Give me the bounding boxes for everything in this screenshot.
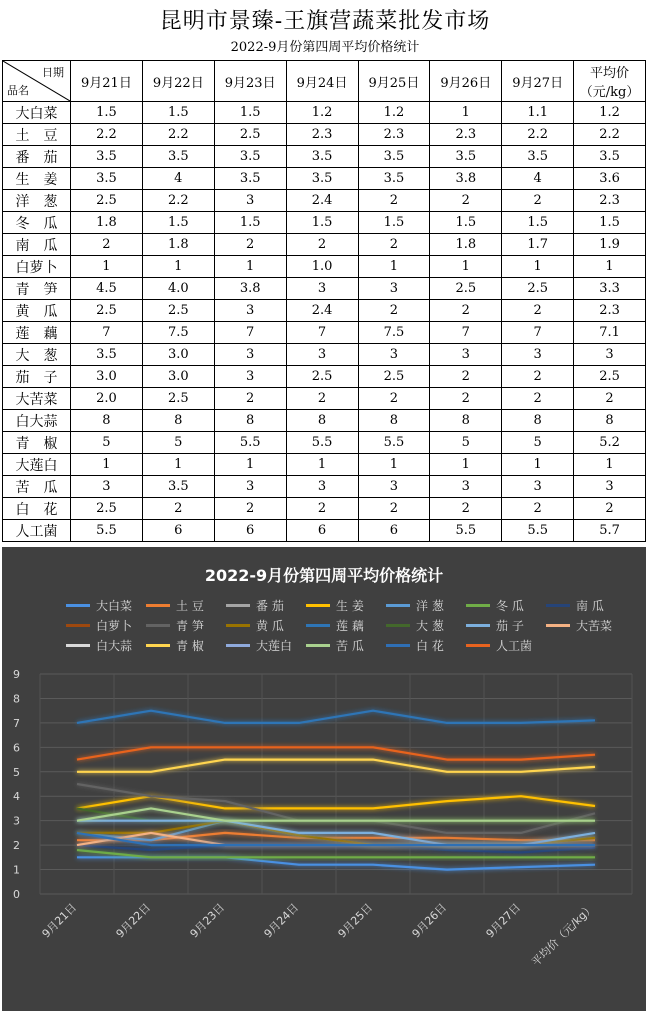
average-price-cell: 3.3 xyxy=(574,278,646,300)
y-tick-label: 3 xyxy=(13,814,20,828)
price-cell: 1 xyxy=(286,454,358,476)
column-header: 9月22日 xyxy=(142,61,214,102)
y-tick-label: 8 xyxy=(13,692,20,706)
table-row xyxy=(3,146,646,168)
price-cell: 2 xyxy=(358,234,430,256)
price-cell: 1.5 xyxy=(214,212,286,234)
price-cell: 2.4 xyxy=(286,190,358,212)
legend-label: 大白菜 xyxy=(96,599,133,613)
x-tick-label: 9月23日 xyxy=(187,900,228,941)
price-cell: 8 xyxy=(430,410,502,432)
y-tick-label: 4 xyxy=(13,790,20,804)
column-header: 9月27日 xyxy=(502,61,574,102)
average-price-cell: 1 xyxy=(574,454,646,476)
legend-swatch xyxy=(66,624,90,627)
price-cell: 2.0 xyxy=(71,388,143,410)
average-price-cell: 2.3 xyxy=(574,300,646,322)
corner-item-label: 品名 xyxy=(7,84,29,97)
price-cell: 3 xyxy=(430,476,502,498)
price-cell: 3.0 xyxy=(142,366,214,388)
table-row xyxy=(3,454,646,476)
price-cell: 2.4 xyxy=(286,300,358,322)
legend-label: 大 葱 xyxy=(416,619,444,633)
price-cell: 1.5 xyxy=(71,102,143,124)
price-cell: 3.0 xyxy=(142,344,214,366)
vegetable-name-cell: 大苦菜 xyxy=(3,388,71,410)
vegetable-name-cell: 白萝卜 xyxy=(3,256,71,278)
vegetable-name-cell: 大莲白 xyxy=(3,454,71,476)
price-cell: 6 xyxy=(214,520,286,542)
legend-item xyxy=(386,637,466,654)
vegetable-name-cell: 白大蒜 xyxy=(3,410,71,432)
price-cell: 2 xyxy=(502,366,574,388)
price-cell: 2 xyxy=(286,498,358,520)
legend-label: 黄 瓜 xyxy=(256,619,284,633)
legend-item xyxy=(386,617,466,634)
table-row xyxy=(3,344,646,366)
legend-swatch xyxy=(306,644,330,647)
price-cell: 3 xyxy=(286,476,358,498)
legend-item xyxy=(226,617,306,634)
vegetable-name-cell: 大白菜 xyxy=(3,102,71,124)
price-cell: 1.8 xyxy=(71,212,143,234)
price-cell: 2.3 xyxy=(430,124,502,146)
price-cell: 2 xyxy=(214,498,286,520)
price-cell: 2.5 xyxy=(142,388,214,410)
price-cell: 2 xyxy=(358,300,430,322)
legend-swatch xyxy=(386,604,410,607)
vegetable-name-cell: 黄 瓜 xyxy=(3,300,71,322)
average-price-cell: 1.2 xyxy=(574,102,646,124)
price-cell: 2 xyxy=(502,300,574,322)
average-price-cell: 3.5 xyxy=(574,146,646,168)
average-price-cell: 2.2 xyxy=(574,124,646,146)
price-cell: 2 xyxy=(286,388,358,410)
legend-item xyxy=(466,597,546,614)
price-cell: 1 xyxy=(214,256,286,278)
legend-item xyxy=(226,637,306,654)
legend-swatch xyxy=(66,644,90,647)
table-header-row xyxy=(3,61,646,102)
average-price-cell: 8 xyxy=(574,410,646,432)
average-header-line1: 平均价 xyxy=(590,66,630,81)
legend-label: 白 花 xyxy=(416,639,444,653)
price-cell: 2.5 xyxy=(71,300,143,322)
price-cell: 2 xyxy=(214,388,286,410)
price-cell: 3.5 xyxy=(71,168,143,190)
price-cell: 2.2 xyxy=(142,124,214,146)
price-cell: 3 xyxy=(502,344,574,366)
price-cell: 1 xyxy=(214,454,286,476)
vegetable-name-cell: 苦 瓜 xyxy=(3,476,71,498)
legend-item xyxy=(306,637,386,654)
legend-label: 冬 瓜 xyxy=(496,599,524,613)
price-cell: 1 xyxy=(430,454,502,476)
price-cell: 2 xyxy=(502,498,574,520)
y-tick-label: 0 xyxy=(13,888,20,901)
legend-label: 洋 葱 xyxy=(416,599,444,613)
vegetable-name-cell: 生 姜 xyxy=(3,168,71,190)
price-cell: 4 xyxy=(502,168,574,190)
price-cell: 3 xyxy=(214,300,286,322)
table-row xyxy=(3,278,646,300)
average-header-line2: （元/kg） xyxy=(579,85,640,100)
vegetable-name-cell: 冬 瓜 xyxy=(3,212,71,234)
vegetable-name-cell: 洋 葱 xyxy=(3,190,71,212)
price-cell: 2.5 xyxy=(358,366,430,388)
price-cell: 7.5 xyxy=(142,322,214,344)
price-cell: 3.5 xyxy=(142,146,214,168)
vegetable-name-cell: 茄 子 xyxy=(3,366,71,388)
legend-swatch xyxy=(226,604,250,607)
legend-swatch xyxy=(306,624,330,627)
price-cell: 2 xyxy=(502,388,574,410)
vegetable-name-cell: 莲 藕 xyxy=(3,322,71,344)
average-price-cell: 3 xyxy=(574,476,646,498)
table-row xyxy=(3,212,646,234)
chart-legend xyxy=(66,597,626,654)
legend-swatch xyxy=(466,644,490,647)
average-price-cell: 1 xyxy=(574,256,646,278)
price-cell: 1 xyxy=(142,454,214,476)
legend-label: 青 笋 xyxy=(176,619,204,633)
vegetable-name-cell: 人工菌 xyxy=(3,520,71,542)
price-cell: 2.2 xyxy=(142,190,214,212)
price-cell: 3 xyxy=(358,476,430,498)
legend-swatch xyxy=(386,624,410,627)
price-cell: 1.5 xyxy=(502,212,574,234)
price-cell: 2 xyxy=(430,498,502,520)
legend-item xyxy=(66,597,146,614)
price-cell: 1 xyxy=(358,256,430,278)
price-cell: 1.5 xyxy=(358,212,430,234)
legend-item xyxy=(306,597,386,614)
average-column-header xyxy=(574,61,646,102)
price-cell: 2 xyxy=(71,234,143,256)
price-cell: 3.5 xyxy=(71,146,143,168)
vegetable-name-cell: 青 椒 xyxy=(3,432,71,454)
price-cell: 2 xyxy=(430,190,502,212)
price-cell: 5 xyxy=(430,432,502,454)
price-cell: 2 xyxy=(430,300,502,322)
legend-label: 人工菌 xyxy=(496,639,533,653)
price-cell: 3.8 xyxy=(430,168,502,190)
price-cell: 1.2 xyxy=(358,102,430,124)
price-cell: 1.5 xyxy=(214,102,286,124)
price-cell: 3 xyxy=(358,344,430,366)
price-cell: 2 xyxy=(286,234,358,256)
vegetable-name-cell: 南 瓜 xyxy=(3,234,71,256)
legend-swatch xyxy=(306,604,330,607)
legend-label: 土 豆 xyxy=(176,599,204,613)
price-cell: 2.5 xyxy=(142,300,214,322)
price-cell: 2.5 xyxy=(71,190,143,212)
legend-item xyxy=(466,617,546,634)
legend-item xyxy=(546,617,626,634)
y-tick-label: 1 xyxy=(13,863,20,877)
price-cell: 8 xyxy=(142,410,214,432)
price-cell: 2 xyxy=(358,190,430,212)
price-cell: 5.5 xyxy=(214,432,286,454)
price-cell: 2 xyxy=(430,388,502,410)
legend-label: 苦 瓜 xyxy=(336,639,364,653)
price-cell: 2.5 xyxy=(71,498,143,520)
price-cell: 7 xyxy=(430,322,502,344)
table-body xyxy=(3,102,646,542)
x-tick-label: 9月21日 xyxy=(39,900,80,941)
price-cell: 8 xyxy=(214,410,286,432)
legend-label: 生 姜 xyxy=(336,599,364,613)
average-price-cell: 1.9 xyxy=(574,234,646,256)
price-cell: 1.7 xyxy=(502,234,574,256)
legend-item xyxy=(466,637,546,654)
price-cell: 1.5 xyxy=(142,212,214,234)
x-tick-label: 平均价（元/kg） xyxy=(529,900,598,969)
price-cell: 2.5 xyxy=(214,124,286,146)
legend-item xyxy=(306,617,386,634)
y-tick-label: 7 xyxy=(13,716,20,730)
price-cell: 5.5 xyxy=(430,520,502,542)
y-tick-label: 2 xyxy=(13,839,20,853)
legend-item xyxy=(66,637,146,654)
legend-label: 番 茄 xyxy=(256,599,284,613)
column-header: 9月26日 xyxy=(430,61,502,102)
page-subtitle: 2022-9月份第四周平均价格统计 xyxy=(230,40,420,55)
price-cell: 3.8 xyxy=(214,278,286,300)
price-cell: 3 xyxy=(214,366,286,388)
legend-item xyxy=(146,637,226,654)
table-row xyxy=(3,102,646,124)
price-cell: 2 xyxy=(358,388,430,410)
table-row xyxy=(3,190,646,212)
price-cell: 5 xyxy=(142,432,214,454)
legend-item xyxy=(546,597,626,614)
table-row xyxy=(3,520,646,542)
price-cell: 1 xyxy=(71,256,143,278)
price-cell: 2.5 xyxy=(502,278,574,300)
price-cell: 4.0 xyxy=(142,278,214,300)
table-row xyxy=(3,322,646,344)
legend-swatch xyxy=(226,644,250,647)
y-tick-label: 5 xyxy=(13,765,20,779)
column-header: 9月21日 xyxy=(71,61,143,102)
price-cell: 1.5 xyxy=(430,212,502,234)
price-cell: 5.5 xyxy=(358,432,430,454)
price-cell: 3.0 xyxy=(71,366,143,388)
legend-item xyxy=(146,597,226,614)
legend-label: 大莲白 xyxy=(256,639,293,653)
legend-swatch xyxy=(546,604,570,607)
vegetable-name-cell: 番 茄 xyxy=(3,146,71,168)
price-cell: 7 xyxy=(71,322,143,344)
legend-label: 白萝卜 xyxy=(96,619,133,633)
average-price-cell: 5.7 xyxy=(574,520,646,542)
legend-swatch xyxy=(386,644,410,647)
column-header: 9月25日 xyxy=(358,61,430,102)
vegetable-name-cell: 土 豆 xyxy=(3,124,71,146)
table-row xyxy=(3,234,646,256)
price-cell: 1 xyxy=(502,454,574,476)
table-row xyxy=(3,432,646,454)
x-tick-label: 9月25日 xyxy=(335,900,376,941)
legend-label: 南 瓜 xyxy=(576,599,604,613)
price-cell: 1 xyxy=(502,256,574,278)
price-cell: 1.8 xyxy=(142,234,214,256)
column-header: 9月23日 xyxy=(214,61,286,102)
table-row xyxy=(3,476,646,498)
price-cell: 8 xyxy=(71,410,143,432)
legend-label: 莲 藕 xyxy=(336,619,364,633)
price-cell: 3 xyxy=(214,190,286,212)
price-cell: 2 xyxy=(430,366,502,388)
average-price-cell: 2.5 xyxy=(574,366,646,388)
price-cell: 1 xyxy=(430,102,502,124)
price-cell: 7 xyxy=(214,322,286,344)
table-row xyxy=(3,410,646,432)
price-cell: 3.5 xyxy=(502,146,574,168)
table-row xyxy=(3,498,646,520)
price-cell: 2.2 xyxy=(502,124,574,146)
price-cell: 2.5 xyxy=(286,366,358,388)
price-cell: 8 xyxy=(358,410,430,432)
page-title: 昆明市景臻-王旗营蔬菜批发市场 xyxy=(159,9,491,34)
price-cell: 7 xyxy=(286,322,358,344)
price-cell: 1.5 xyxy=(142,102,214,124)
price-cell: 8 xyxy=(286,410,358,432)
x-tick-label: 9月27日 xyxy=(483,900,524,941)
legend-label: 茄 子 xyxy=(496,619,524,633)
x-tick-label: 9月22日 xyxy=(113,900,154,941)
price-cell: 3.5 xyxy=(142,476,214,498)
price-cell: 3 xyxy=(286,278,358,300)
average-price-cell: 2 xyxy=(574,388,646,410)
price-cell: 1 xyxy=(142,256,214,278)
price-cell: 1.8 xyxy=(430,234,502,256)
legend-swatch xyxy=(146,604,170,607)
average-price-cell: 7.1 xyxy=(574,322,646,344)
price-cell: 8 xyxy=(502,410,574,432)
legend-swatch xyxy=(146,644,170,647)
price-cell: 1.0 xyxy=(286,256,358,278)
price-cell: 2.2 xyxy=(71,124,143,146)
legend-swatch xyxy=(226,624,250,627)
price-cell: 2 xyxy=(502,190,574,212)
price-cell: 5.5 xyxy=(71,520,143,542)
average-price-cell: 3.6 xyxy=(574,168,646,190)
column-header: 9月24日 xyxy=(286,61,358,102)
legend-swatch xyxy=(66,604,90,607)
price-cell: 5 xyxy=(71,432,143,454)
y-tick-label: 6 xyxy=(13,741,20,755)
price-cell: 6 xyxy=(286,520,358,542)
average-price-cell: 3 xyxy=(574,344,646,366)
price-cell: 3.5 xyxy=(214,146,286,168)
price-cell: 2.3 xyxy=(286,124,358,146)
legend-label: 白大蒜 xyxy=(96,639,133,653)
table-row xyxy=(3,388,646,410)
legend-swatch xyxy=(466,624,490,627)
line-chart xyxy=(2,547,646,1011)
corner-date-label: 日期 xyxy=(42,66,64,79)
legend-item xyxy=(146,617,226,634)
price-cell: 1 xyxy=(71,454,143,476)
price-cell: 5.5 xyxy=(286,432,358,454)
price-cell: 3.5 xyxy=(286,146,358,168)
price-cell: 1.2 xyxy=(286,102,358,124)
x-tick-label: 9月24日 xyxy=(261,900,302,941)
price-cell: 2 xyxy=(214,234,286,256)
legend-swatch xyxy=(546,624,570,627)
table-row xyxy=(3,300,646,322)
price-cell: 3 xyxy=(430,344,502,366)
price-cell: 3.5 xyxy=(71,344,143,366)
price-cell: 6 xyxy=(142,520,214,542)
price-cell: 3 xyxy=(71,476,143,498)
price-table xyxy=(2,60,646,542)
legend-label: 青 椒 xyxy=(176,639,204,653)
price-cell: 1.5 xyxy=(286,212,358,234)
price-cell: 3 xyxy=(214,344,286,366)
price-cell: 4 xyxy=(142,168,214,190)
x-tick-label: 9月26日 xyxy=(409,900,450,941)
price-cell: 3 xyxy=(286,344,358,366)
legend-item xyxy=(386,597,466,614)
average-price-cell: 5.2 xyxy=(574,432,646,454)
price-cell: 3.5 xyxy=(430,146,502,168)
price-cell: 5.5 xyxy=(502,520,574,542)
price-cell: 2 xyxy=(142,498,214,520)
vegetable-name-cell: 青 笋 xyxy=(3,278,71,300)
price-cell: 3 xyxy=(214,476,286,498)
y-tick-label: 9 xyxy=(13,668,20,681)
legend-item xyxy=(66,617,146,634)
price-cell: 3.5 xyxy=(358,146,430,168)
legend-swatch xyxy=(466,604,490,607)
price-cell: 3.5 xyxy=(214,168,286,190)
price-cell: 1 xyxy=(430,256,502,278)
table-row xyxy=(3,256,646,278)
legend-label: 大苦菜 xyxy=(576,619,613,633)
price-cell: 1.1 xyxy=(502,102,574,124)
price-cell: 4.5 xyxy=(71,278,143,300)
price-cell: 3 xyxy=(502,476,574,498)
table-row xyxy=(3,366,646,388)
chart-title: 2022-9月份第四周平均价格统计 xyxy=(204,566,444,585)
price-cell: 2.5 xyxy=(430,278,502,300)
price-cell: 3.5 xyxy=(358,168,430,190)
price-cell: 6 xyxy=(358,520,430,542)
table-row xyxy=(3,124,646,146)
average-price-cell: 2 xyxy=(574,498,646,520)
average-price-cell: 1.5 xyxy=(574,212,646,234)
price-cell: 2 xyxy=(358,498,430,520)
vegetable-name-cell: 大 葱 xyxy=(3,344,71,366)
price-cell: 7 xyxy=(502,322,574,344)
price-cell: 7.5 xyxy=(358,322,430,344)
legend-item xyxy=(226,597,306,614)
average-price-cell: 2.3 xyxy=(574,190,646,212)
price-cell: 2.3 xyxy=(358,124,430,146)
table-row xyxy=(3,168,646,190)
price-cell: 5 xyxy=(502,432,574,454)
price-cell: 1 xyxy=(358,454,430,476)
table-corner-cell xyxy=(3,61,71,102)
price-cell: 3.5 xyxy=(286,168,358,190)
legend-swatch xyxy=(146,624,170,627)
price-cell: 3 xyxy=(358,278,430,300)
vegetable-name-cell: 白 花 xyxy=(3,498,71,520)
